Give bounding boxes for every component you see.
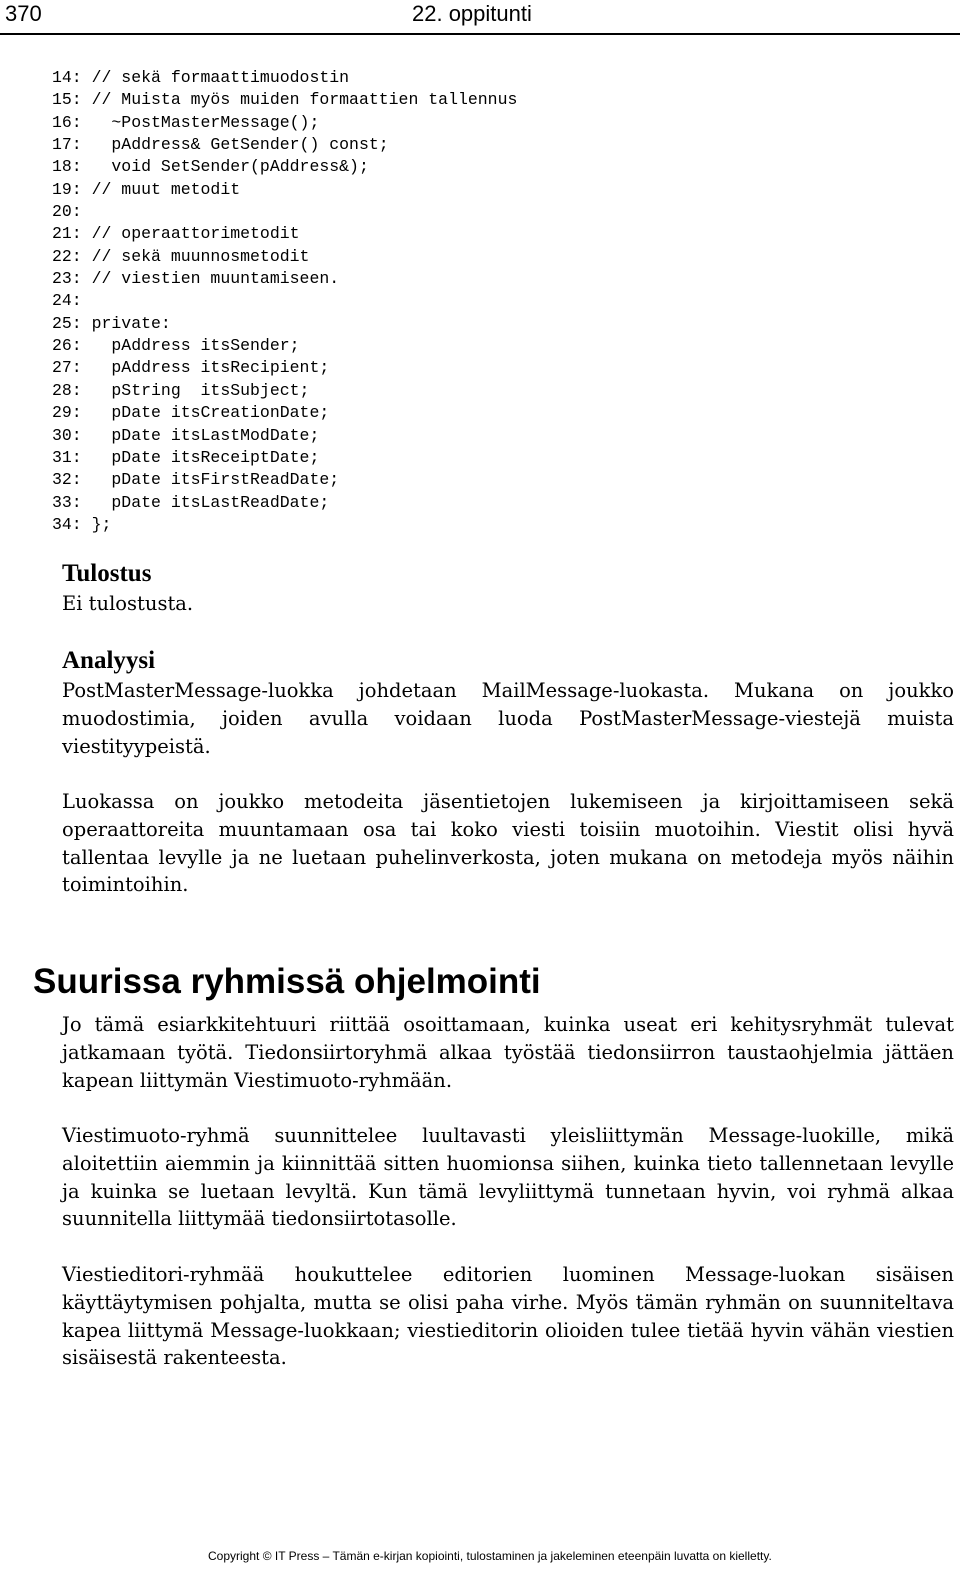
analysis-paragraph: PostMasterMessage-luokka johdetaan MailMessage-luokasta. Mukana on joukko muodostimia, joiden avulla voidaan luoda PostMasterMessage-viestejä muista viestityypeistä. (62, 679, 954, 758)
page-header (0, 0, 960, 35)
code-line: 24: (52, 291, 82, 311)
code-line: 20: (52, 202, 82, 222)
code-line: 32: pDate itsFirstReadDate; (52, 470, 340, 490)
code-line: 26: pAddress itsSender; (52, 336, 300, 356)
code-line: 14: // sekä formaattimuodostin (52, 68, 350, 87)
code-line: 18: void SetSender(pAddress&); (52, 157, 369, 177)
section-paragraph: Viestieditori-ryhmää houkuttelee editorien luominen Message-luokan sisäisen käyttäytymisen pohjalta, mutta se olisi paha virhe. Myös tämän ryhmän on suunniteltava kapea liittymä Message-luokkaan; viestieditorin olioiden tulee tietää hyvin vähän viestien sisäisestä rakenteesta. (62, 1263, 954, 1370)
code-line: 29: pDate itsCreationDate; (52, 403, 330, 423)
code-line: 17: pAddress& GetSender() const; (52, 135, 389, 155)
section-title: Suurissa ryhmissä ohjelmointi (33, 962, 541, 1001)
code-line: 21: // operaattorimetodit (52, 224, 300, 244)
output-text: Ei tulostusta. (62, 592, 194, 615)
analysis-paragraph: Luokassa on joukko metodeita jäsentietojen lukemiseen ja kirjoittamiseen sekä operaattoreita muuntamaan osa tai koko viesti toisiin muotoihin. Viestit olisi hyvä tallentaa levylle ja ne luetaan puhelinverkosta, joten mukana on metodeja myös näihin toimintoihin. (62, 790, 954, 897)
section-paragraph: Jo tämä esiarkkitehtuuri riittää osoittamaan, kuinka useat eri kehitysryhmät tulevat jatkamaan työtä. Tiedonsiirtoryhmä alkaa työstää tiedonsiirron taustaohjelmia jättäen kapean liittymän Viestimuoto-ryhmään. (62, 1013, 954, 1092)
code-line: 34: }; (52, 514, 112, 534)
code-line: 16: ~PostMasterMessage(); (52, 112, 320, 132)
code-line: 23: // viestien muuntamiseen. (52, 269, 340, 289)
code-line: 28: pString itsSubject; (52, 380, 310, 400)
code-line: 19: // muut metodit (52, 179, 241, 199)
section-paragraph: Viestimuoto-ryhmä suunnittelee luultavasti yleisliittymän Message-luokille, mikä aloitettiin aiemmin ja kiinnittää sitten huomionsa siihen, kuinka tieto tallennetaan levylle ja kuinka se luetaan levyltä. Kun tämä levyliittymä tunnetaan hyvin, voi ryhmä alkaa suunnitella liittymää tiedonsiirtotasolle. (62, 1124, 954, 1231)
page-number: 370 (5, 1, 42, 26)
analysis-heading: Analyysi (62, 647, 156, 674)
chapter-title: 22. oppitunti (412, 1, 532, 26)
code-line: 27: pAddress itsRecipient; (52, 358, 330, 378)
copyright-footer: Copyright © IT Press – Tämän e-kirjan kopiointi, tulostaminen ja jakeleminen eteenpäin luvatta on kielletty. (208, 1549, 772, 1563)
code-line: 33: pDate itsLastReadDate; (52, 492, 330, 512)
code-line: 30: pDate itsLastModDate; (52, 425, 320, 445)
code-line: 31: pDate itsReceiptDate; (52, 447, 320, 467)
code-line: 15: // Muista myös muiden formaattien tallennus (52, 90, 518, 110)
code-listing (52, 67, 517, 536)
code-line: 22: // sekä muunnosmetodit (52, 246, 310, 266)
output-heading: Tulostus (62, 560, 152, 587)
code-line: 25: private: (52, 313, 171, 333)
